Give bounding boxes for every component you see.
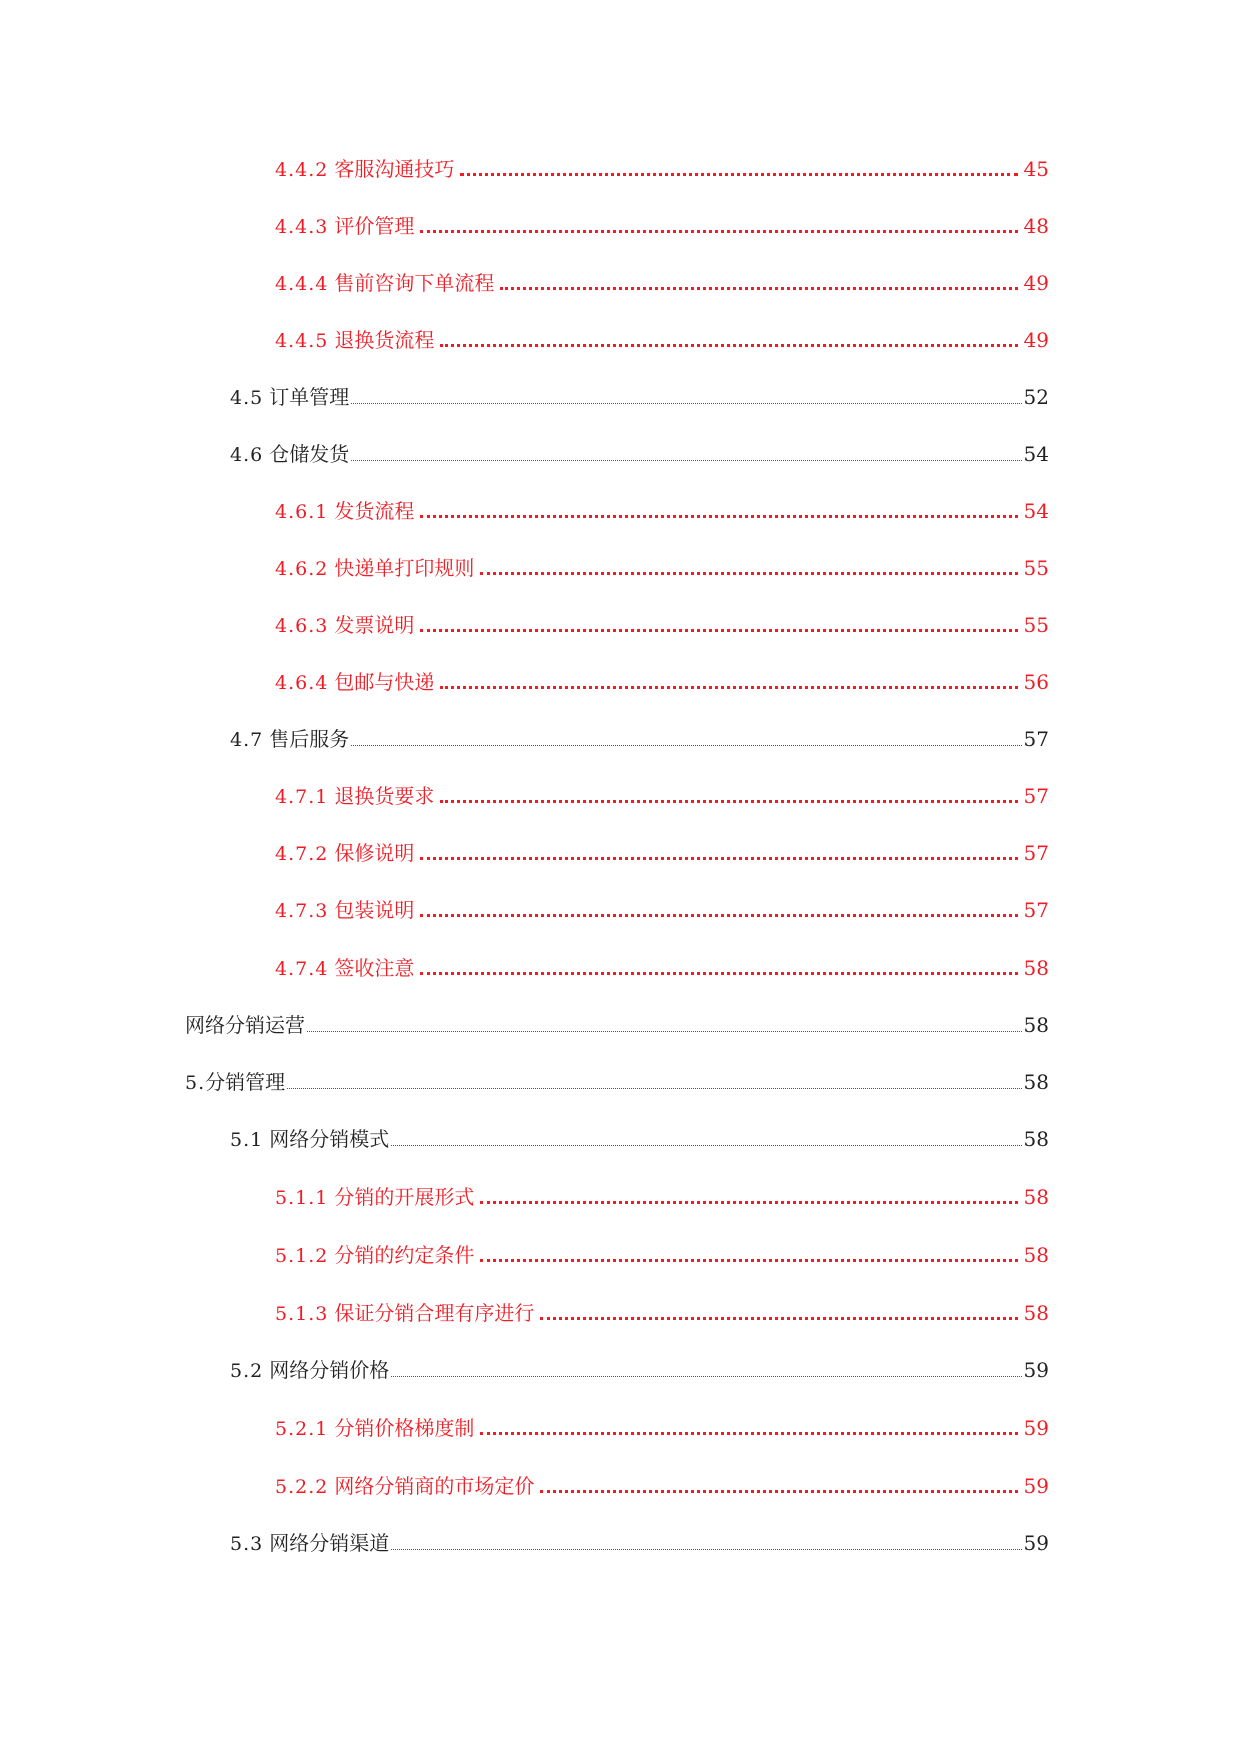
toc-entry-number: 4.6 [230, 444, 264, 466]
toc-entry-4-4-4[interactable] [275, 268, 1049, 298]
toc-entry-number: 5.1.1 [275, 1187, 329, 1209]
toc-dot-leader [500, 281, 1017, 290]
toc-entry-page: 57 [1023, 841, 1049, 865]
toc-entry-4-6-3[interactable] [275, 610, 1049, 640]
toc-entry-page: 58 [1023, 1127, 1049, 1151]
toc-dot-leader [440, 680, 1017, 689]
toc-entry-5-2-2[interactable] [275, 1471, 1049, 1501]
toc-dot-leader [420, 224, 1017, 233]
toc-entry-number: 4.7.2 [275, 843, 329, 865]
toc-entry-page: 54 [1023, 442, 1049, 466]
toc-entry-4-6-1[interactable] [275, 496, 1049, 526]
toc-entry-number: 4.6.4 [275, 672, 329, 694]
toc-entry-page: 59 [1023, 1474, 1049, 1498]
toc-entry-title: 网络分销商的市场定价 [334, 1474, 535, 1498]
toc-entry-page: 45 [1023, 157, 1049, 181]
toc-entry-title: 网络分销模式 [269, 1127, 390, 1151]
toc-entry-5-1-2[interactable] [275, 1240, 1049, 1270]
toc-entry-page: 59 [1023, 1358, 1049, 1382]
toc-entry-4-6-2[interactable] [275, 553, 1049, 583]
toc-entry-4-7-4[interactable] [275, 953, 1049, 983]
toc-entry-title: 签收注意 [334, 956, 415, 980]
toc-entry-page: 55 [1023, 556, 1049, 580]
toc-entry-number: 4.7.4 [275, 958, 329, 980]
toc-entry-5-1[interactable] [230, 1124, 1049, 1154]
toc-dot-leader [480, 1253, 1017, 1262]
toc-entry-page: 52 [1023, 385, 1049, 409]
toc-entry-page: 58 [1023, 1013, 1049, 1037]
toc-entry-number: 5.2.2 [275, 1476, 329, 1498]
toc-entry-title: 包邮与快递 [334, 670, 435, 694]
toc-entry-4-7-3[interactable] [275, 895, 1049, 925]
toc-entry-number: 5.1.3 [275, 1303, 329, 1325]
toc-entry-number: 5. [185, 1072, 206, 1094]
toc-entry-number: 4.6.1 [275, 501, 329, 523]
toc-entry-4-7-1[interactable] [275, 781, 1049, 811]
toc-entry-number: 5.2.1 [275, 1418, 329, 1440]
toc-entry-title: 快递单打印规则 [334, 556, 475, 580]
toc-dot-leader [540, 1311, 1017, 1320]
toc-entry-number: 5.3 [230, 1533, 264, 1555]
toc-entry-4-5[interactable] [230, 382, 1049, 412]
toc-dot-leader [480, 566, 1017, 575]
toc-entry-page: 59 [1023, 1531, 1049, 1555]
toc-entry-page: 48 [1023, 214, 1049, 238]
toc-dot-leader [420, 623, 1017, 632]
toc-entry-number: 5.2 [230, 1360, 264, 1382]
toc-entry-4-7[interactable] [230, 724, 1049, 754]
toc-dot-leader [540, 1484, 1017, 1493]
toc-dot-leader [391, 1138, 1021, 1146]
toc-entry-title: 售前咨询下单流程 [334, 271, 495, 295]
toc-dot-leader [480, 1426, 1017, 1435]
toc-entry-title: 发货流程 [334, 499, 415, 523]
toc-entry-title: 订单管理 [269, 385, 350, 409]
toc-entry-number: 5.1.2 [275, 1245, 329, 1267]
toc-entry-title: 分销价格梯度制 [334, 1416, 475, 1440]
toc-dot-leader [287, 1081, 1021, 1089]
toc-entry-title: 发票说明 [334, 613, 415, 637]
toc-entry-number: 4.4.3 [275, 216, 329, 238]
toc-dot-leader [391, 1542, 1021, 1550]
toc-entry-number: 4.4.4 [275, 273, 329, 295]
toc-dot-leader [351, 396, 1021, 404]
toc-entry-title: 仓储发货 [269, 442, 350, 466]
toc-dot-leader [420, 908, 1017, 917]
toc-entry-title: 分销管理 [205, 1070, 286, 1094]
toc-entry-4-7-2[interactable] [275, 838, 1049, 868]
toc-entry-5-3[interactable] [230, 1528, 1049, 1558]
toc-entry-5-1-1[interactable] [275, 1182, 1049, 1212]
toc-entry-4-4-5[interactable] [275, 325, 1049, 355]
toc-entry-page: 57 [1023, 898, 1049, 922]
toc-entry-title: 分销的开展形式 [334, 1185, 475, 1209]
toc-entry-page: 57 [1023, 727, 1049, 751]
toc-entry-number: 4.6.2 [275, 558, 329, 580]
toc-dot-leader [420, 509, 1017, 518]
toc-entry-page: 55 [1023, 613, 1049, 637]
toc-entry-title: 网络分销价格 [269, 1358, 390, 1382]
toc-entry-5-2-1[interactable] [275, 1413, 1049, 1443]
toc-dot-leader [420, 851, 1017, 860]
toc-dot-leader [440, 338, 1017, 347]
toc-entry-title: 分销的约定条件 [334, 1243, 475, 1267]
toc-entry-number: 4.7.3 [275, 900, 329, 922]
toc-entry-page: 58 [1023, 1243, 1049, 1267]
toc-entry-network-distribution-ops[interactable] [185, 1010, 1049, 1040]
toc-entry-page: 57 [1023, 784, 1049, 808]
toc-entry-page: 49 [1023, 328, 1049, 352]
toc-dot-leader [460, 167, 1017, 176]
toc-entry-4-6[interactable] [230, 439, 1049, 469]
toc-entry-title: 包装说明 [334, 898, 415, 922]
toc-dot-leader [420, 966, 1017, 975]
toc-entry-title: 退换货要求 [334, 784, 435, 808]
toc-entry-title: 退换货流程 [334, 328, 435, 352]
toc-entry-4-4-2[interactable] [275, 154, 1049, 184]
toc-dot-leader [351, 453, 1021, 461]
toc-entry-page: 58 [1023, 1301, 1049, 1325]
toc-entry-title: 评价管理 [334, 214, 415, 238]
toc-entry-number: 4.6.3 [275, 615, 329, 637]
toc-entry-page: 59 [1023, 1416, 1049, 1440]
toc-entry-number: 4.4.2 [275, 159, 329, 181]
toc-entry-page: 49 [1023, 271, 1049, 295]
toc-entry-page: 56 [1023, 670, 1049, 694]
toc-entry-number: 5.1 [230, 1129, 264, 1151]
toc-entry-page: 58 [1023, 1070, 1049, 1094]
toc-dot-leader [307, 1024, 1022, 1032]
toc-entry-page: 54 [1023, 499, 1049, 523]
toc-entry-title: 售后服务 [269, 727, 350, 751]
toc-entry-title: 网络分销运营 [185, 1013, 305, 1037]
toc-entry-number: 4.5 [230, 387, 264, 409]
toc-entry-4-6-4[interactable] [275, 667, 1049, 697]
toc-entry-title: 保证分销合理有序进行 [334, 1301, 535, 1325]
toc-entry-5[interactable] [185, 1067, 1049, 1097]
toc-entry-title: 网络分销渠道 [269, 1531, 390, 1555]
toc-entry-5-1-3[interactable] [275, 1298, 1049, 1328]
toc-entry-4-4-3[interactable] [275, 211, 1049, 241]
toc-entry-page: 58 [1023, 1185, 1049, 1209]
toc-entry-number: 4.7 [230, 729, 264, 751]
toc-entry-number: 4.4.5 [275, 330, 329, 352]
toc-entry-title: 客服沟通技巧 [334, 157, 455, 181]
toc-entry-page: 58 [1023, 956, 1049, 980]
toc-dot-leader [391, 1369, 1021, 1377]
toc-entry-5-2[interactable] [230, 1355, 1049, 1385]
toc-dot-leader [480, 1195, 1017, 1204]
toc-dot-leader [351, 738, 1021, 746]
toc-entry-number: 4.7.1 [275, 786, 329, 808]
toc-entry-title: 保修说明 [334, 841, 415, 865]
toc-dot-leader [440, 794, 1017, 803]
